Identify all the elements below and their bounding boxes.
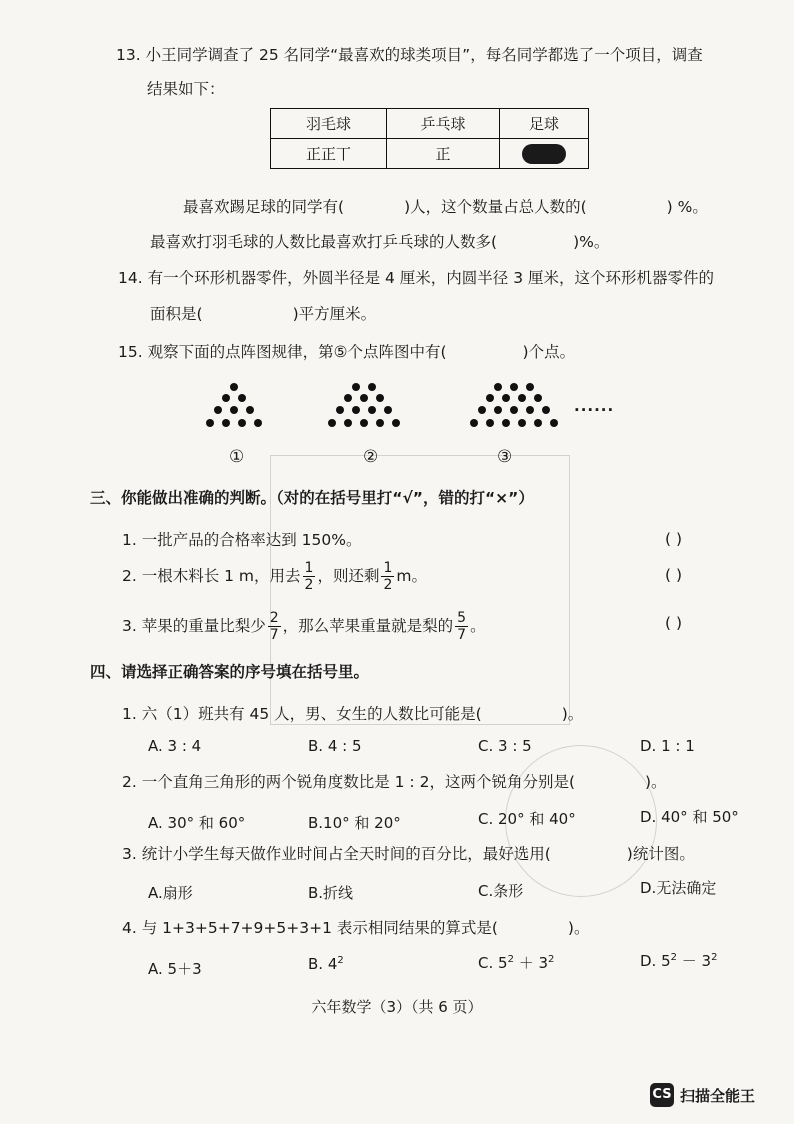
judge-item-2	[122, 554, 427, 598]
choice-q2-option-d[interactable]: D. 40° 和 50°	[640, 808, 739, 826]
choice-q4-stem: 4. 与 1+3+5+7+9+5+3+1 表示相同结果的算式是( )。	[122, 919, 590, 937]
q14-line1: 14. 有一个环形机器零件，外圆半径是 4 厘米，内圆半径 3 厘米，这个环形机器零件的	[118, 269, 715, 287]
judge-item-3	[122, 604, 486, 648]
table-cell: 正	[387, 139, 500, 169]
ellipsis: ......	[574, 397, 615, 415]
choice-q1-option-c[interactable]: C. 3 : 5	[478, 737, 532, 755]
judge-item-3-a: 3. 苹果的重量比梨少	[122, 617, 266, 635]
judge-item-1: 1. 一批产品的合格率达到 150%。	[122, 531, 362, 549]
choice-q1-option-a[interactable]: A. 3 : 4	[148, 737, 202, 755]
q13-line1: 13. 小王同学调查了 25 名同学“最喜欢的球类项目”，每名同学都选了一个项目，调查	[116, 46, 703, 64]
choice-q3-option-a[interactable]: A.扇形	[148, 884, 193, 902]
choice-q4-option-a[interactable]: A. 5＋3	[148, 960, 202, 978]
q14-line2-b: )平方厘米。	[292, 305, 377, 323]
choice-q3-option-d[interactable]: D.无法确定	[640, 879, 717, 897]
figure-label-2: ②	[363, 447, 379, 467]
judge-item-2-b: ，则还剩	[317, 567, 380, 585]
judge-item-2-c: m。	[396, 567, 427, 585]
judge-answer-2[interactable]: ( )	[665, 566, 683, 584]
judge-item-3-b: ，那么苹果重量就是梨的	[282, 617, 454, 635]
table-cell-obscured	[500, 139, 589, 169]
fraction: $\frac{1}{2}$	[304, 560, 314, 593]
choice-q2-option-b[interactable]: B.10° 和 20°	[308, 814, 401, 832]
q15-stem	[118, 342, 575, 362]
judge-item-2-a: 2. 一根木料长 1 m，用去	[122, 567, 301, 585]
q13-blank1	[183, 197, 708, 217]
ink-blot-icon	[522, 144, 566, 164]
camscanner-logo-icon: CS	[650, 1083, 674, 1107]
q13-blank2-a: 最喜欢打羽毛球的人数比最喜欢打乒乓球的人数多(	[150, 233, 498, 251]
choice-q2-stem: 2. 一个直角三角形的两个锐角度数比是 1 : 2，这两个锐角分别是( )。	[122, 773, 667, 791]
q15-stem-a: 15. 观察下面的点阵图规律，第⑤个点阵图中有(	[118, 343, 447, 361]
figure-label-1: ①	[229, 447, 245, 467]
survey-table	[270, 108, 589, 169]
choice-q3-stem: 3. 统计小学生每天做作业时间占全天时间的百分比，最好选用( )统计图。	[122, 845, 695, 863]
choice-q4-option-c[interactable]: C. $5^2 + 3^2$	[478, 954, 555, 972]
judge-answer-3[interactable]: ( )	[665, 614, 683, 632]
fraction: $\frac{5}{7}$	[457, 610, 467, 643]
figure-label-3: ③	[497, 447, 513, 467]
q13-blank2-b: )%。	[573, 233, 610, 251]
table-row	[271, 139, 589, 169]
choice-q1-option-b[interactable]: B. 4 : 5	[308, 737, 362, 755]
choice-q3-option-c[interactable]: C.条形	[478, 882, 524, 900]
choice-q4-option-d[interactable]: D. $5^2 - 3^2$	[640, 952, 718, 970]
q14-line2-a: 面积是(	[150, 305, 203, 323]
scanner-watermark: 扫描全能王	[680, 1087, 756, 1105]
judge-item-3-c: 。	[470, 617, 486, 635]
choice-q2-option-a[interactable]: A. 30° 和 60°	[148, 814, 246, 832]
judge-answer-1[interactable]: ( )	[665, 530, 683, 548]
q13-blank2	[150, 232, 609, 252]
table-header-row	[271, 109, 589, 139]
choice-q1-stem: 1. 六（1）班共有 45 人，男、女生的人数比可能是( )。	[122, 705, 584, 723]
q13-blank1-a: 最喜欢踢足球的同学有(	[183, 198, 345, 216]
choice-q1-option-d[interactable]: D. 1 : 1	[640, 737, 695, 755]
q13-blank1-c: ) %。	[666, 198, 708, 216]
table-header-cell: 羽毛球	[271, 109, 387, 139]
choice-q4-option-b[interactable]: B. $4^2$	[308, 955, 344, 973]
choice-q3-option-b[interactable]: B.折线	[308, 884, 354, 902]
fraction: $\frac{2}{7}$	[269, 610, 279, 643]
section4-title: 四、请选择正确答案的序号填在括号里。	[90, 663, 370, 681]
section3-title: 三、你能做出准确的判断。（对的在括号里打“√”，错的打“×”）	[90, 489, 534, 507]
page-footer: 六年数学（3）（共 6 页）	[311, 998, 483, 1016]
choice-q2-option-c[interactable]: C. 20° 和 40°	[478, 810, 576, 828]
q14-line2	[150, 304, 376, 324]
fraction: $\frac{1}{2}$	[383, 560, 393, 593]
q13-line2: 结果如下：	[147, 80, 225, 98]
table-header-cell: 乒乓球	[387, 109, 500, 139]
table-header-cell: 足球	[500, 109, 589, 139]
q15-stem-b: )个点。	[522, 343, 576, 361]
table-cell: 正正丅	[271, 139, 387, 169]
q13-blank1-b: )人，这个数量占总人数的(	[404, 198, 587, 216]
